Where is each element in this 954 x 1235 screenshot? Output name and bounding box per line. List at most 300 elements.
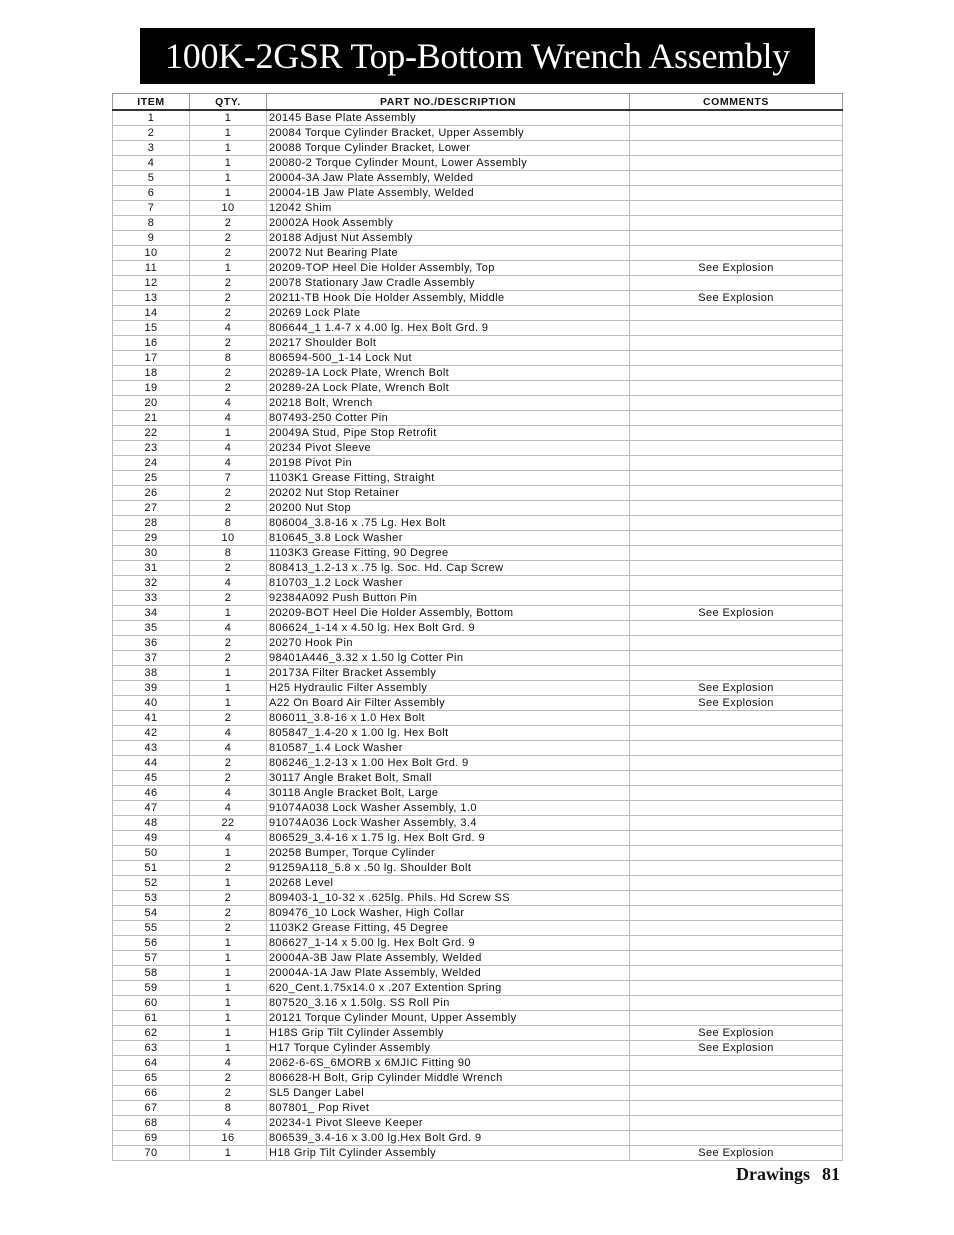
cell-part-description: 806628-H Bolt, Grip Cylinder Middle Wrench xyxy=(267,1071,630,1086)
cell-qty: 1 xyxy=(190,126,267,141)
table-row xyxy=(113,126,843,141)
cell-qty: 2 xyxy=(190,891,267,906)
cell-comments xyxy=(630,531,843,546)
cell-comments: See Explosion xyxy=(630,681,843,696)
table-row xyxy=(113,1011,843,1026)
cell-item: 33 xyxy=(113,591,190,606)
table-row xyxy=(113,666,843,681)
cell-item: 20 xyxy=(113,396,190,411)
table-row xyxy=(113,1131,843,1146)
cell-qty: 1 xyxy=(190,666,267,681)
cell-qty: 2 xyxy=(190,591,267,606)
table-row xyxy=(113,846,843,861)
cell-qty: 1 xyxy=(190,966,267,981)
cell-item: 22 xyxy=(113,426,190,441)
cell-part-description: 807801_ Pop Rivet xyxy=(267,1101,630,1116)
cell-item: 64 xyxy=(113,1056,190,1071)
footer-section-label: Drawings xyxy=(735,1164,810,1184)
cell-item: 44 xyxy=(113,756,190,771)
cell-comments xyxy=(630,426,843,441)
cell-comments xyxy=(630,456,843,471)
cell-item: 27 xyxy=(113,501,190,516)
table-row xyxy=(113,876,843,891)
cell-part-description: 91074A038 Lock Washer Assembly, 1.0 xyxy=(267,801,630,816)
cell-item: 1 xyxy=(113,110,190,126)
cell-part-description: 92384A092 Push Button Pin xyxy=(267,591,630,606)
cell-item: 70 xyxy=(113,1146,190,1161)
cell-item: 5 xyxy=(113,171,190,186)
table-row xyxy=(113,141,843,156)
cell-part-description: 20004A-3B Jaw Plate Assembly, Welded xyxy=(267,951,630,966)
cell-qty: 4 xyxy=(190,396,267,411)
table-row xyxy=(113,456,843,471)
cell-qty: 1 xyxy=(190,171,267,186)
table-row xyxy=(113,951,843,966)
cell-item: 45 xyxy=(113,771,190,786)
cell-item: 48 xyxy=(113,816,190,831)
cell-comments xyxy=(630,411,843,426)
page-title: 100K-2GSR Top-Bottom Wrench Assembly xyxy=(165,36,790,76)
cell-part-description: 20234 Pivot Sleeve xyxy=(267,441,630,456)
cell-comments xyxy=(630,906,843,921)
table-row xyxy=(113,1056,843,1071)
cell-qty: 2 xyxy=(190,636,267,651)
cell-comments xyxy=(630,921,843,936)
cell-item: 14 xyxy=(113,306,190,321)
cell-qty: 2 xyxy=(190,906,267,921)
cell-comments xyxy=(630,246,843,261)
cell-comments xyxy=(630,786,843,801)
cell-qty: 4 xyxy=(190,456,267,471)
cell-part-description: 20072 Nut Bearing Plate xyxy=(267,246,630,261)
cell-comments xyxy=(630,110,843,126)
cell-comments: See Explosion xyxy=(630,291,843,306)
cell-qty: 4 xyxy=(190,441,267,456)
table-row xyxy=(113,681,843,696)
cell-qty: 8 xyxy=(190,546,267,561)
cell-qty: 2 xyxy=(190,861,267,876)
cell-part-description: 20002A Hook Assembly xyxy=(267,216,630,231)
cell-qty: 4 xyxy=(190,741,267,756)
table-row xyxy=(113,411,843,426)
cell-item: 51 xyxy=(113,861,190,876)
cell-qty: 10 xyxy=(190,531,267,546)
cell-qty: 4 xyxy=(190,1116,267,1131)
cell-comments xyxy=(630,861,843,876)
cell-qty: 2 xyxy=(190,291,267,306)
cell-item: 12 xyxy=(113,276,190,291)
table-row xyxy=(113,216,843,231)
cell-part-description: 20004A-1A Jaw Plate Assembly, Welded xyxy=(267,966,630,981)
table-row xyxy=(113,336,843,351)
cell-item: 4 xyxy=(113,156,190,171)
table-row xyxy=(113,1026,843,1041)
cell-comments xyxy=(630,1086,843,1101)
cell-part-description: H17 Torque Cylinder Assembly xyxy=(267,1041,630,1056)
cell-item: 54 xyxy=(113,906,190,921)
cell-part-description: 20289-1A Lock Plate, Wrench Bolt xyxy=(267,366,630,381)
cell-comments xyxy=(630,141,843,156)
cell-part-description: 810703_1.2 Lock Washer xyxy=(267,576,630,591)
cell-item: 3 xyxy=(113,141,190,156)
cell-qty: 2 xyxy=(190,711,267,726)
table-row xyxy=(113,606,843,621)
cell-qty: 1 xyxy=(190,1146,267,1161)
cell-comments xyxy=(630,486,843,501)
cell-qty: 4 xyxy=(190,786,267,801)
table-row xyxy=(113,1071,843,1086)
cell-part-description: 20217 Shoulder Bolt xyxy=(267,336,630,351)
table-row xyxy=(113,531,843,546)
cell-part-description: 20209-TOP Heel Die Holder Assembly, Top xyxy=(267,261,630,276)
cell-comments xyxy=(630,756,843,771)
cell-part-description: 20004-3A Jaw Plate Assembly, Welded xyxy=(267,171,630,186)
cell-qty: 2 xyxy=(190,216,267,231)
table-row xyxy=(113,831,843,846)
cell-comments xyxy=(630,936,843,951)
table-row xyxy=(113,516,843,531)
cell-item: 55 xyxy=(113,921,190,936)
cell-qty: 1 xyxy=(190,110,267,126)
cell-part-description: 30118 Angle Bracket Bolt, Large xyxy=(267,786,630,801)
cell-part-description: 30117 Angle Braket Bolt, Small xyxy=(267,771,630,786)
cell-part-description: 807520_3.16 x 1.50lg. SS Roll Pin xyxy=(267,996,630,1011)
table-row xyxy=(113,981,843,996)
cell-item: 34 xyxy=(113,606,190,621)
table-row xyxy=(113,1086,843,1101)
cell-comments xyxy=(630,1131,843,1146)
table-row xyxy=(113,576,843,591)
cell-comments: See Explosion xyxy=(630,1146,843,1161)
cell-qty: 1 xyxy=(190,141,267,156)
cell-comments xyxy=(630,126,843,141)
cell-qty: 1 xyxy=(190,606,267,621)
header-item: ITEM xyxy=(113,94,190,111)
cell-item: 47 xyxy=(113,801,190,816)
cell-part-description: 20084 Torque Cylinder Bracket, Upper Assembly xyxy=(267,126,630,141)
cell-item: 15 xyxy=(113,321,190,336)
table-row xyxy=(113,396,843,411)
cell-part-description: 1103K1 Grease Fitting, Straight xyxy=(267,471,630,486)
cell-qty: 2 xyxy=(190,1086,267,1101)
cell-part-description: 20211-TB Hook Die Holder Assembly, Middle xyxy=(267,291,630,306)
cell-item: 38 xyxy=(113,666,190,681)
cell-comments xyxy=(630,276,843,291)
cell-comments xyxy=(630,321,843,336)
table-row xyxy=(113,741,843,756)
cell-part-description: 809476_10 Lock Washer, High Collar xyxy=(267,906,630,921)
cell-qty: 4 xyxy=(190,411,267,426)
cell-comments xyxy=(630,846,843,861)
cell-qty: 8 xyxy=(190,516,267,531)
cell-qty: 2 xyxy=(190,771,267,786)
cell-item: 19 xyxy=(113,381,190,396)
cell-part-description: 805847_1.4-20 x 1.00 lg. Hex Bolt xyxy=(267,726,630,741)
cell-qty: 1 xyxy=(190,1026,267,1041)
cell-qty: 2 xyxy=(190,366,267,381)
table-row xyxy=(113,756,843,771)
cell-part-description: 20268 Level xyxy=(267,876,630,891)
table-row xyxy=(113,726,843,741)
table-row xyxy=(113,591,843,606)
cell-part-description: 98401A446_3.32 x 1.50 lg Cotter Pin xyxy=(267,651,630,666)
cell-item: 43 xyxy=(113,741,190,756)
table-header-row xyxy=(113,94,843,111)
cell-comments xyxy=(630,381,843,396)
cell-item: 60 xyxy=(113,996,190,1011)
cell-part-description: 807493-250 Cotter Pin xyxy=(267,411,630,426)
cell-item: 9 xyxy=(113,231,190,246)
table-row xyxy=(113,561,843,576)
cell-item: 61 xyxy=(113,1011,190,1026)
cell-qty: 8 xyxy=(190,351,267,366)
table-row xyxy=(113,1146,843,1161)
cell-item: 35 xyxy=(113,621,190,636)
cell-item: 53 xyxy=(113,891,190,906)
cell-item: 36 xyxy=(113,636,190,651)
table-row xyxy=(113,471,843,486)
cell-part-description: A22 On Board Air Filter Assembly xyxy=(267,696,630,711)
cell-qty: 2 xyxy=(190,246,267,261)
cell-comments xyxy=(630,1101,843,1116)
table-row xyxy=(113,246,843,261)
cell-qty: 4 xyxy=(190,576,267,591)
cell-comments xyxy=(630,951,843,966)
cell-part-description: 1103K2 Grease Fitting, 45 Degree xyxy=(267,921,630,936)
cell-comments xyxy=(630,366,843,381)
cell-comments xyxy=(630,636,843,651)
cell-part-description: 20269 Lock Plate xyxy=(267,306,630,321)
header-qty: QTY. xyxy=(190,94,267,111)
cell-comments xyxy=(630,801,843,816)
cell-part-description: 20289-2A Lock Plate, Wrench Bolt xyxy=(267,381,630,396)
cell-qty: 2 xyxy=(190,1071,267,1086)
cell-item: 18 xyxy=(113,366,190,381)
page-footer xyxy=(736,1164,840,1185)
cell-part-description: 20198 Pivot Pin xyxy=(267,456,630,471)
cell-comments: See Explosion xyxy=(630,1041,843,1056)
cell-item: 28 xyxy=(113,516,190,531)
cell-part-description: 2062-6-6S_6MORB x 6MJIC Fitting 90 xyxy=(267,1056,630,1071)
table-row xyxy=(113,1116,843,1131)
cell-comments: See Explosion xyxy=(630,696,843,711)
cell-item: 25 xyxy=(113,471,190,486)
cell-qty: 4 xyxy=(190,321,267,336)
cell-part-description: 806644_1 1.4-7 x 4.00 lg. Hex Bolt Grd. 9 xyxy=(267,321,630,336)
cell-comments xyxy=(630,966,843,981)
cell-item: 24 xyxy=(113,456,190,471)
cell-item: 21 xyxy=(113,411,190,426)
cell-comments xyxy=(630,651,843,666)
cell-part-description: SL5 Danger Label xyxy=(267,1086,630,1101)
cell-qty: 2 xyxy=(190,921,267,936)
table-row xyxy=(113,816,843,831)
cell-qty: 2 xyxy=(190,336,267,351)
table-row xyxy=(113,891,843,906)
cell-item: 59 xyxy=(113,981,190,996)
cell-qty: 2 xyxy=(190,561,267,576)
cell-qty: 2 xyxy=(190,756,267,771)
table-row xyxy=(113,261,843,276)
cell-item: 29 xyxy=(113,531,190,546)
cell-qty: 8 xyxy=(190,1101,267,1116)
cell-item: 69 xyxy=(113,1131,190,1146)
page-title-banner xyxy=(140,28,815,84)
cell-item: 46 xyxy=(113,786,190,801)
cell-comments xyxy=(630,711,843,726)
table-row xyxy=(113,201,843,216)
cell-comments xyxy=(630,216,843,231)
parts-list-table xyxy=(112,93,843,1161)
table-row xyxy=(113,696,843,711)
cell-item: 49 xyxy=(113,831,190,846)
cell-item: 10 xyxy=(113,246,190,261)
table-row xyxy=(113,861,843,876)
cell-comments xyxy=(630,201,843,216)
cell-part-description: 20049A Stud, Pipe Stop Retrofit xyxy=(267,426,630,441)
parts-table-body xyxy=(113,110,843,1161)
cell-comments xyxy=(630,1116,843,1131)
table-row xyxy=(113,231,843,246)
table-row xyxy=(113,936,843,951)
cell-item: 37 xyxy=(113,651,190,666)
cell-comments xyxy=(630,771,843,786)
cell-qty: 1 xyxy=(190,996,267,1011)
table-row xyxy=(113,306,843,321)
table-row xyxy=(113,771,843,786)
cell-comments xyxy=(630,501,843,516)
table-row xyxy=(113,171,843,186)
cell-part-description: 806627_1-14 x 5.00 lg. Hex Bolt Grd. 9 xyxy=(267,936,630,951)
cell-part-description: 20080-2 Torque Cylinder Mount, Lower Assembly xyxy=(267,156,630,171)
cell-comments xyxy=(630,831,843,846)
cell-qty: 1 xyxy=(190,261,267,276)
cell-item: 8 xyxy=(113,216,190,231)
cell-part-description: 20234-1 Pivot Sleeve Keeper xyxy=(267,1116,630,1131)
table-row xyxy=(113,276,843,291)
cell-item: 31 xyxy=(113,561,190,576)
table-row xyxy=(113,501,843,516)
cell-part-description: H18 Grip Tilt Cylinder Assembly xyxy=(267,1146,630,1161)
cell-part-description: 20218 Bolt, Wrench xyxy=(267,396,630,411)
cell-item: 66 xyxy=(113,1086,190,1101)
cell-item: 17 xyxy=(113,351,190,366)
table-row xyxy=(113,486,843,501)
cell-comments xyxy=(630,1056,843,1071)
cell-comments: See Explosion xyxy=(630,261,843,276)
table-row xyxy=(113,546,843,561)
cell-part-description: 20173A Filter Bracket Assembly xyxy=(267,666,630,681)
table-row xyxy=(113,186,843,201)
cell-part-description: 806246_1.2-13 x 1.00 Hex Bolt Grd. 9 xyxy=(267,756,630,771)
cell-part-description: 620_Cent.1.75x14.0 x .207 Extention Spring xyxy=(267,981,630,996)
cell-comments xyxy=(630,441,843,456)
cell-qty: 1 xyxy=(190,951,267,966)
cell-qty: 2 xyxy=(190,276,267,291)
table-row xyxy=(113,381,843,396)
cell-comments xyxy=(630,621,843,636)
cell-item: 32 xyxy=(113,576,190,591)
cell-item: 13 xyxy=(113,291,190,306)
cell-comments xyxy=(630,891,843,906)
cell-part-description: 20270 Hook Pin xyxy=(267,636,630,651)
cell-comments xyxy=(630,516,843,531)
cell-item: 67 xyxy=(113,1101,190,1116)
header-part-description: PART NO./DESCRIPTION xyxy=(267,94,630,111)
cell-part-description: 806624_1-14 x 4.50 lg. Hex Bolt Grd. 9 xyxy=(267,621,630,636)
cell-comments xyxy=(630,666,843,681)
table-row xyxy=(113,996,843,1011)
cell-item: 11 xyxy=(113,261,190,276)
cell-comments xyxy=(630,336,843,351)
cell-item: 39 xyxy=(113,681,190,696)
cell-qty: 10 xyxy=(190,201,267,216)
cell-item: 30 xyxy=(113,546,190,561)
cell-comments xyxy=(630,231,843,246)
cell-qty: 4 xyxy=(190,726,267,741)
cell-comments xyxy=(630,171,843,186)
cell-qty: 1 xyxy=(190,1041,267,1056)
cell-item: 58 xyxy=(113,966,190,981)
cell-qty: 16 xyxy=(190,1131,267,1146)
table-row xyxy=(113,441,843,456)
cell-item: 16 xyxy=(113,336,190,351)
cell-comments xyxy=(630,351,843,366)
table-row xyxy=(113,351,843,366)
cell-comments xyxy=(630,816,843,831)
cell-comments xyxy=(630,981,843,996)
cell-qty: 22 xyxy=(190,816,267,831)
cell-qty: 2 xyxy=(190,381,267,396)
cell-item: 26 xyxy=(113,486,190,501)
cell-qty: 2 xyxy=(190,486,267,501)
cell-part-description: H25 Hydraulic Filter Assembly xyxy=(267,681,630,696)
table-row xyxy=(113,321,843,336)
cell-part-description: 810645_3.8 Lock Washer xyxy=(267,531,630,546)
cell-item: 2 xyxy=(113,126,190,141)
cell-comments xyxy=(630,576,843,591)
cell-qty: 1 xyxy=(190,981,267,996)
cell-part-description: 1103K3 Grease Fitting, 90 Degree xyxy=(267,546,630,561)
cell-item: 65 xyxy=(113,1071,190,1086)
table-row xyxy=(113,1101,843,1116)
table-row xyxy=(113,921,843,936)
cell-comments: See Explosion xyxy=(630,1026,843,1041)
cell-part-description: 810587_1.4 Lock Washer xyxy=(267,741,630,756)
table-row xyxy=(113,711,843,726)
cell-part-description: 809403-1_10-32 x .625lg. Phils. Hd Screw SS xyxy=(267,891,630,906)
cell-part-description: 20088 Torque Cylinder Bracket, Lower xyxy=(267,141,630,156)
cell-qty: 1 xyxy=(190,186,267,201)
cell-comments xyxy=(630,741,843,756)
cell-qty: 1 xyxy=(190,156,267,171)
cell-qty: 7 xyxy=(190,471,267,486)
cell-part-description: 20078 Stationary Jaw Cradle Assembly xyxy=(267,276,630,291)
cell-part-description: 20209-BOT Heel Die Holder Assembly, Bottom xyxy=(267,606,630,621)
table-row xyxy=(113,110,843,126)
cell-qty: 4 xyxy=(190,1056,267,1071)
cell-comments xyxy=(630,156,843,171)
cell-part-description: 20004-1B Jaw Plate Assembly, Welded xyxy=(267,186,630,201)
cell-comments xyxy=(630,726,843,741)
cell-qty: 2 xyxy=(190,231,267,246)
cell-comments: See Explosion xyxy=(630,606,843,621)
cell-qty: 4 xyxy=(190,621,267,636)
cell-item: 50 xyxy=(113,846,190,861)
table-row xyxy=(113,966,843,981)
table-row xyxy=(113,801,843,816)
cell-part-description: 91074A036 Lock Washer Assembly, 3.4 xyxy=(267,816,630,831)
